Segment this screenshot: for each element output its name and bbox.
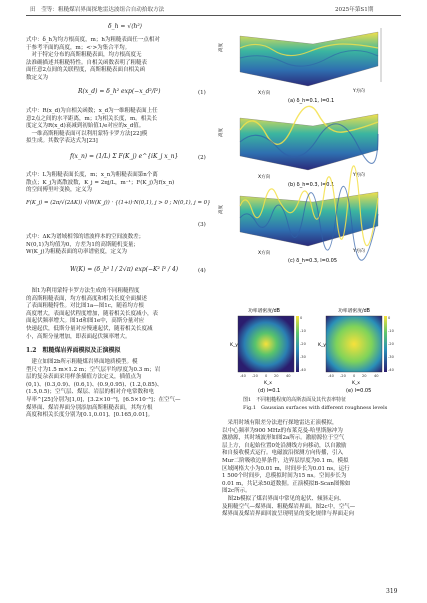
panel-a-zlabel: 高度 — [219, 43, 224, 52]
para-6: 建立如图2b所示粗糙煤岩界面地质模型。模 型尺寸为1.5 m×1.2 m；空气层平均厚度为0.3 m；岩 层的复杂表面采用样条插值方法定义，插值点为 (0,1)、(0.3,0.9)、(0.6,1)、(0.9,0.95)、(1.2,0.85)、 (1.5,0.5)；空气层、煤层、岩层的相对介电常数和电 导率^[25]分别为[1,0]，[3.2×10⁻⁵]，[6.5×10⁻⁵]；在空气— 煤界面、煤岩界面分别添加高斯粗糙表面，其均方根 高度和相关长度分别为[0.1,0.01]、[0.165,0.01]。 — [26, 359, 181, 419]
psd-d-ylabel: K_y — [230, 343, 238, 348]
equation-sigma: δ_h = √⟨h²⟩ — [108, 23, 143, 30]
para-2: 式中：R(x_d)为自相关函数；x_d为一维粗糙表面上任 意2点之间的水平距离，m；l为相关长度，m。相关长 度定义为R(x_d)衰减到初始值1/e对应的x_d值。 一维高斯粗糙表面可以利用蒙特卡罗方法[22]模 拟生成。其数学表达式为[23] — [26, 108, 158, 145]
eq1-number: (1) — [198, 90, 206, 96]
issue-label: 2025年第S1期 — [335, 7, 374, 13]
figure-1 — [218, 22, 404, 312]
eq3-number: (3) — [198, 222, 206, 228]
psd-e-ylabel: K_y — [318, 343, 326, 348]
panel-a-caption: (a) δ_h=0.1, l=0.1 — [288, 98, 335, 104]
tick-e-x3: 20 — [362, 374, 367, 378]
figure-caption-cn: 图1 不同粗糙程度的高斯表面及其代表率特征 — [243, 397, 347, 403]
page-number: 319 — [386, 588, 398, 595]
equation-W: W(K) = (δ_h² l / 2√π) exp(−K² l² / 4) — [70, 266, 179, 273]
figure-caption-en: Fig.1 Gaussian surfaces with different roughness levels — [243, 405, 388, 411]
tick-d-x0: -40 — [240, 374, 246, 378]
para-1: 式中：δ_h为均方根高度，m；h为粗糙表面任一点相对 于参考平面的高度，m；<·>为集合平均。 对于特定分布的高斯粗糙表面，均方根高度无 法准确描述其粗糙特性。自相关函数表明了粗糙表 面任意2点间的关联程度，高斯粗糙表面自相关函 数定义为 — [26, 37, 160, 81]
colorbar-e — [384, 316, 387, 372]
cbar-e-3: -30 — [388, 355, 394, 359]
panel-b-surface — [240, 106, 378, 170]
psd-e-xlabel: K_x — [352, 381, 360, 386]
tick-e-x1: -20 — [340, 374, 346, 378]
panel-b-zlabel: 高度 — [219, 128, 224, 137]
panel-e-caption: (e) l=0.05 — [346, 388, 372, 394]
para-3: 式中：L为粗糙表面长度，m；x_n为粗糙表面第n个离 散点；K_j为离散波数，K_j = 2πj/L，m⁻¹；F(K_j)为f(x_n) 的空间傅里叶变换，定义为 — [26, 172, 175, 194]
equation-F: F(K_j) = (2π/√(2ΔK)) √(W(K_j)) · {(1+i)·N(0,1), j > 0 ; N(0,1), j = 0} — [26, 200, 211, 206]
eq4-number: (4) — [198, 268, 206, 274]
panel-b-ylabel: Y方向 — [353, 173, 365, 178]
psd-d-xlabel: K_x — [264, 381, 272, 386]
tick-d-x3: 20 — [274, 374, 279, 378]
panel-c-surface — [240, 166, 378, 260]
colorbar-d — [296, 316, 299, 372]
running-header: 田 莹等：粗糙煤岩界面探地雷达波组合自动拾取方法 — [30, 7, 165, 13]
para-7: 采用时域有限差分法进行探地雷达正演模拟， 以中心频率为900 MHz的布莱克曼-哈里斯脉冲为 激励源，其时域波形如图2a所示。激励源位于空气 层上方，自起始位置0处沿测线方向移动，以自激励 和自接收模式运行。电磁波沿探测方向传播，引入 Mur二阶吸收边界条件，边界层厚度为0.1 m。模拟 区域网格大小为0.01 m，时间步长为0.01 ns，运行 1 500个时间步，总模拟时间为15 ns。空间步长为 0.01 m，共记录50道数据。正演模拟B-Scan图像如 图2c所示。 图2b模拟了煤岩界面中常见的起伏、倾斜走向、 及粗糙空气—煤界面、粗糙煤岩界面。图2c中，空气— 煤界面及煤岩界面回波呈现明显的变化规律与界面走向 — [222, 420, 356, 518]
eq2-number: (2) — [198, 155, 206, 161]
equation-R: R(x_d) = δ_h² exp(−x_d²/l²) — [78, 88, 161, 95]
para-4: 式中：ΔK为谱域相邻的谱波样本的空间波数差； N(0,1)为均值为0，方差为1的高斯随机变量； W(K_j)为粗糙表面的功率谱密度，定义为 — [26, 234, 145, 256]
cbar-d-1: -10 — [300, 329, 306, 333]
psd-d-title: 功率谱密度/dB — [248, 309, 280, 314]
panel-b-caption: (b) δ_h=0.3, l=0.1 — [288, 182, 335, 188]
panel-d-caption: (d) l=0.1 — [258, 388, 281, 394]
cbar-e-0: 0 — [388, 316, 391, 320]
cbar-e-1: -10 — [388, 329, 394, 333]
tick-d-x2: 0 — [265, 374, 268, 378]
tick-d-x1: -20 — [252, 374, 258, 378]
para-5: 图1为利用蒙特卡罗方法生成的不同粗糙程度 的高斯粗糙表面，均方根高度和相关长度全面描述 了表面粗糙特性。对比图1a—图1c，随着均方根 高度增大，表面起伏程度增加，随着相关长度减小，表 面起伏频率增大。图1d和图1e中，高斯分量对应 快速起伏，低斯分量对应慢速起伏，随着相关长度减 小，高斯分量增加，即表面起伏频率增大。 — [26, 288, 159, 340]
cbar-d-4: -40 — [300, 368, 306, 372]
tick-d-x4: 40 — [286, 374, 291, 378]
panel-e-psd — [326, 316, 382, 372]
cbar-e-4: -40 — [388, 368, 394, 372]
cbar-e-2: -20 — [388, 342, 394, 346]
panel-c-zlabel: 高度 — [219, 205, 224, 214]
panel-c-ylabel: Y方向 — [353, 249, 365, 254]
cbar-d-0: 0 — [300, 316, 303, 320]
tick-e-x0: -40 — [328, 374, 334, 378]
panel-a-xlabel: X方向 — [258, 91, 271, 96]
header-rule — [26, 15, 401, 16]
equation-f: f(x_n) = (1/L) Σ F(K_j) e^{iK_j x_n} — [70, 153, 179, 160]
figure-1-psd — [218, 306, 404, 396]
panel-c-caption: (c) δ_h=0.3, l=0.05 — [288, 258, 337, 264]
panel-c-xlabel: X方向 — [258, 251, 271, 256]
tick-e-x4: 40 — [374, 374, 379, 378]
panel-b-xlabel: X方向 — [258, 175, 271, 180]
cbar-d-3: -30 — [300, 355, 306, 359]
cbar-d-2: -20 — [300, 342, 306, 346]
psd-e-title: 功率谱密度/dB — [338, 309, 370, 314]
section-heading: 1.2 粗糙煤岩界面模拟及正演模拟 — [26, 347, 121, 354]
panel-d-psd — [238, 316, 294, 372]
panel-a-surface — [228, 24, 381, 90]
tick-e-x2: 0 — [353, 374, 356, 378]
panel-a-ylabel: Y方向 — [353, 89, 365, 94]
